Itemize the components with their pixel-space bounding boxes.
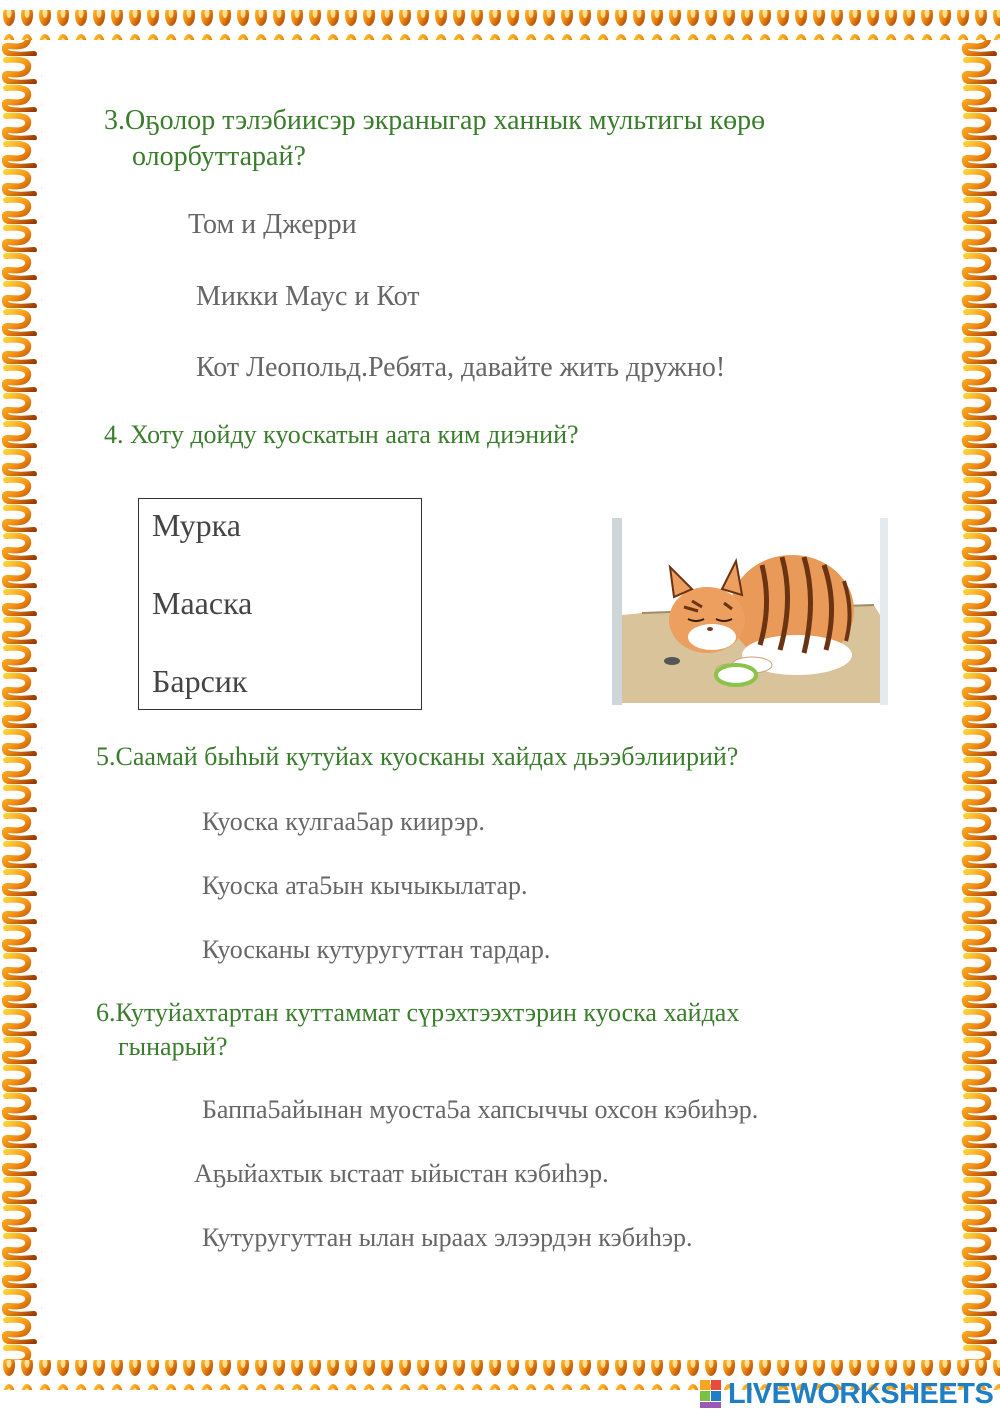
q4-option-3[interactable]: Барсик xyxy=(152,663,248,699)
question-6-line2: гынарый? xyxy=(118,1032,228,1061)
q5-option-2[interactable]: Куоска ата5ын кычыкылатар. xyxy=(202,871,528,900)
question-5: 5.Саамай быһый кутуйах куосканы хайдах дьээбэлиирий? xyxy=(96,742,739,771)
liveworksheets-logo[interactable] xyxy=(700,1378,993,1410)
q6-option-1[interactable]: Баппа5айынан муоста5а хапсыччы охсон кэбиһэр. xyxy=(202,1095,759,1124)
sleeping-cat-illustration xyxy=(612,515,888,707)
liveworksheets-logo-text: LIVEWORKSHEETS xyxy=(728,1377,994,1410)
q4-answer-box xyxy=(138,498,422,710)
question-3-line2: олорбуттарай? xyxy=(132,141,306,172)
question-6-line1: 6.Кутуйахтартан куттаммат сүрэхтээхтэрин куоска хайдах xyxy=(96,998,740,1027)
question-4: 4. Хоту дойду куоскатын аата ким диэний? xyxy=(104,420,579,449)
q5-option-1[interactable]: Куоска кулгаа5ар киирэр. xyxy=(202,807,485,836)
q5-option-3[interactable]: Куосканы кутуругуттан тардар. xyxy=(202,935,551,964)
q3-option-2[interactable]: Микки Маус и Кот xyxy=(196,281,420,312)
q6-option-3[interactable]: Кутуругуттан ылан ыраах элээрдэн кэбиһэр. xyxy=(202,1223,693,1252)
q4-option-2[interactable]: Мааска xyxy=(152,585,253,621)
q3-option-3[interactable]: Кот Леопольд.Ребята, давайте жить дружно! xyxy=(196,352,726,383)
liveworksheets-icon xyxy=(700,1380,722,1408)
q3-option-1[interactable]: Том и Джерри xyxy=(188,209,357,240)
q4-option-1[interactable]: Мурка xyxy=(152,507,241,543)
question-3-line1: 3.Оҕолор тэлэбиисэр экраныгар ханнык мультигы көрө xyxy=(104,105,766,136)
q6-option-2[interactable]: Аҕыйахтык ыстаат ыйыстан кэбиһэр. xyxy=(194,1159,609,1188)
